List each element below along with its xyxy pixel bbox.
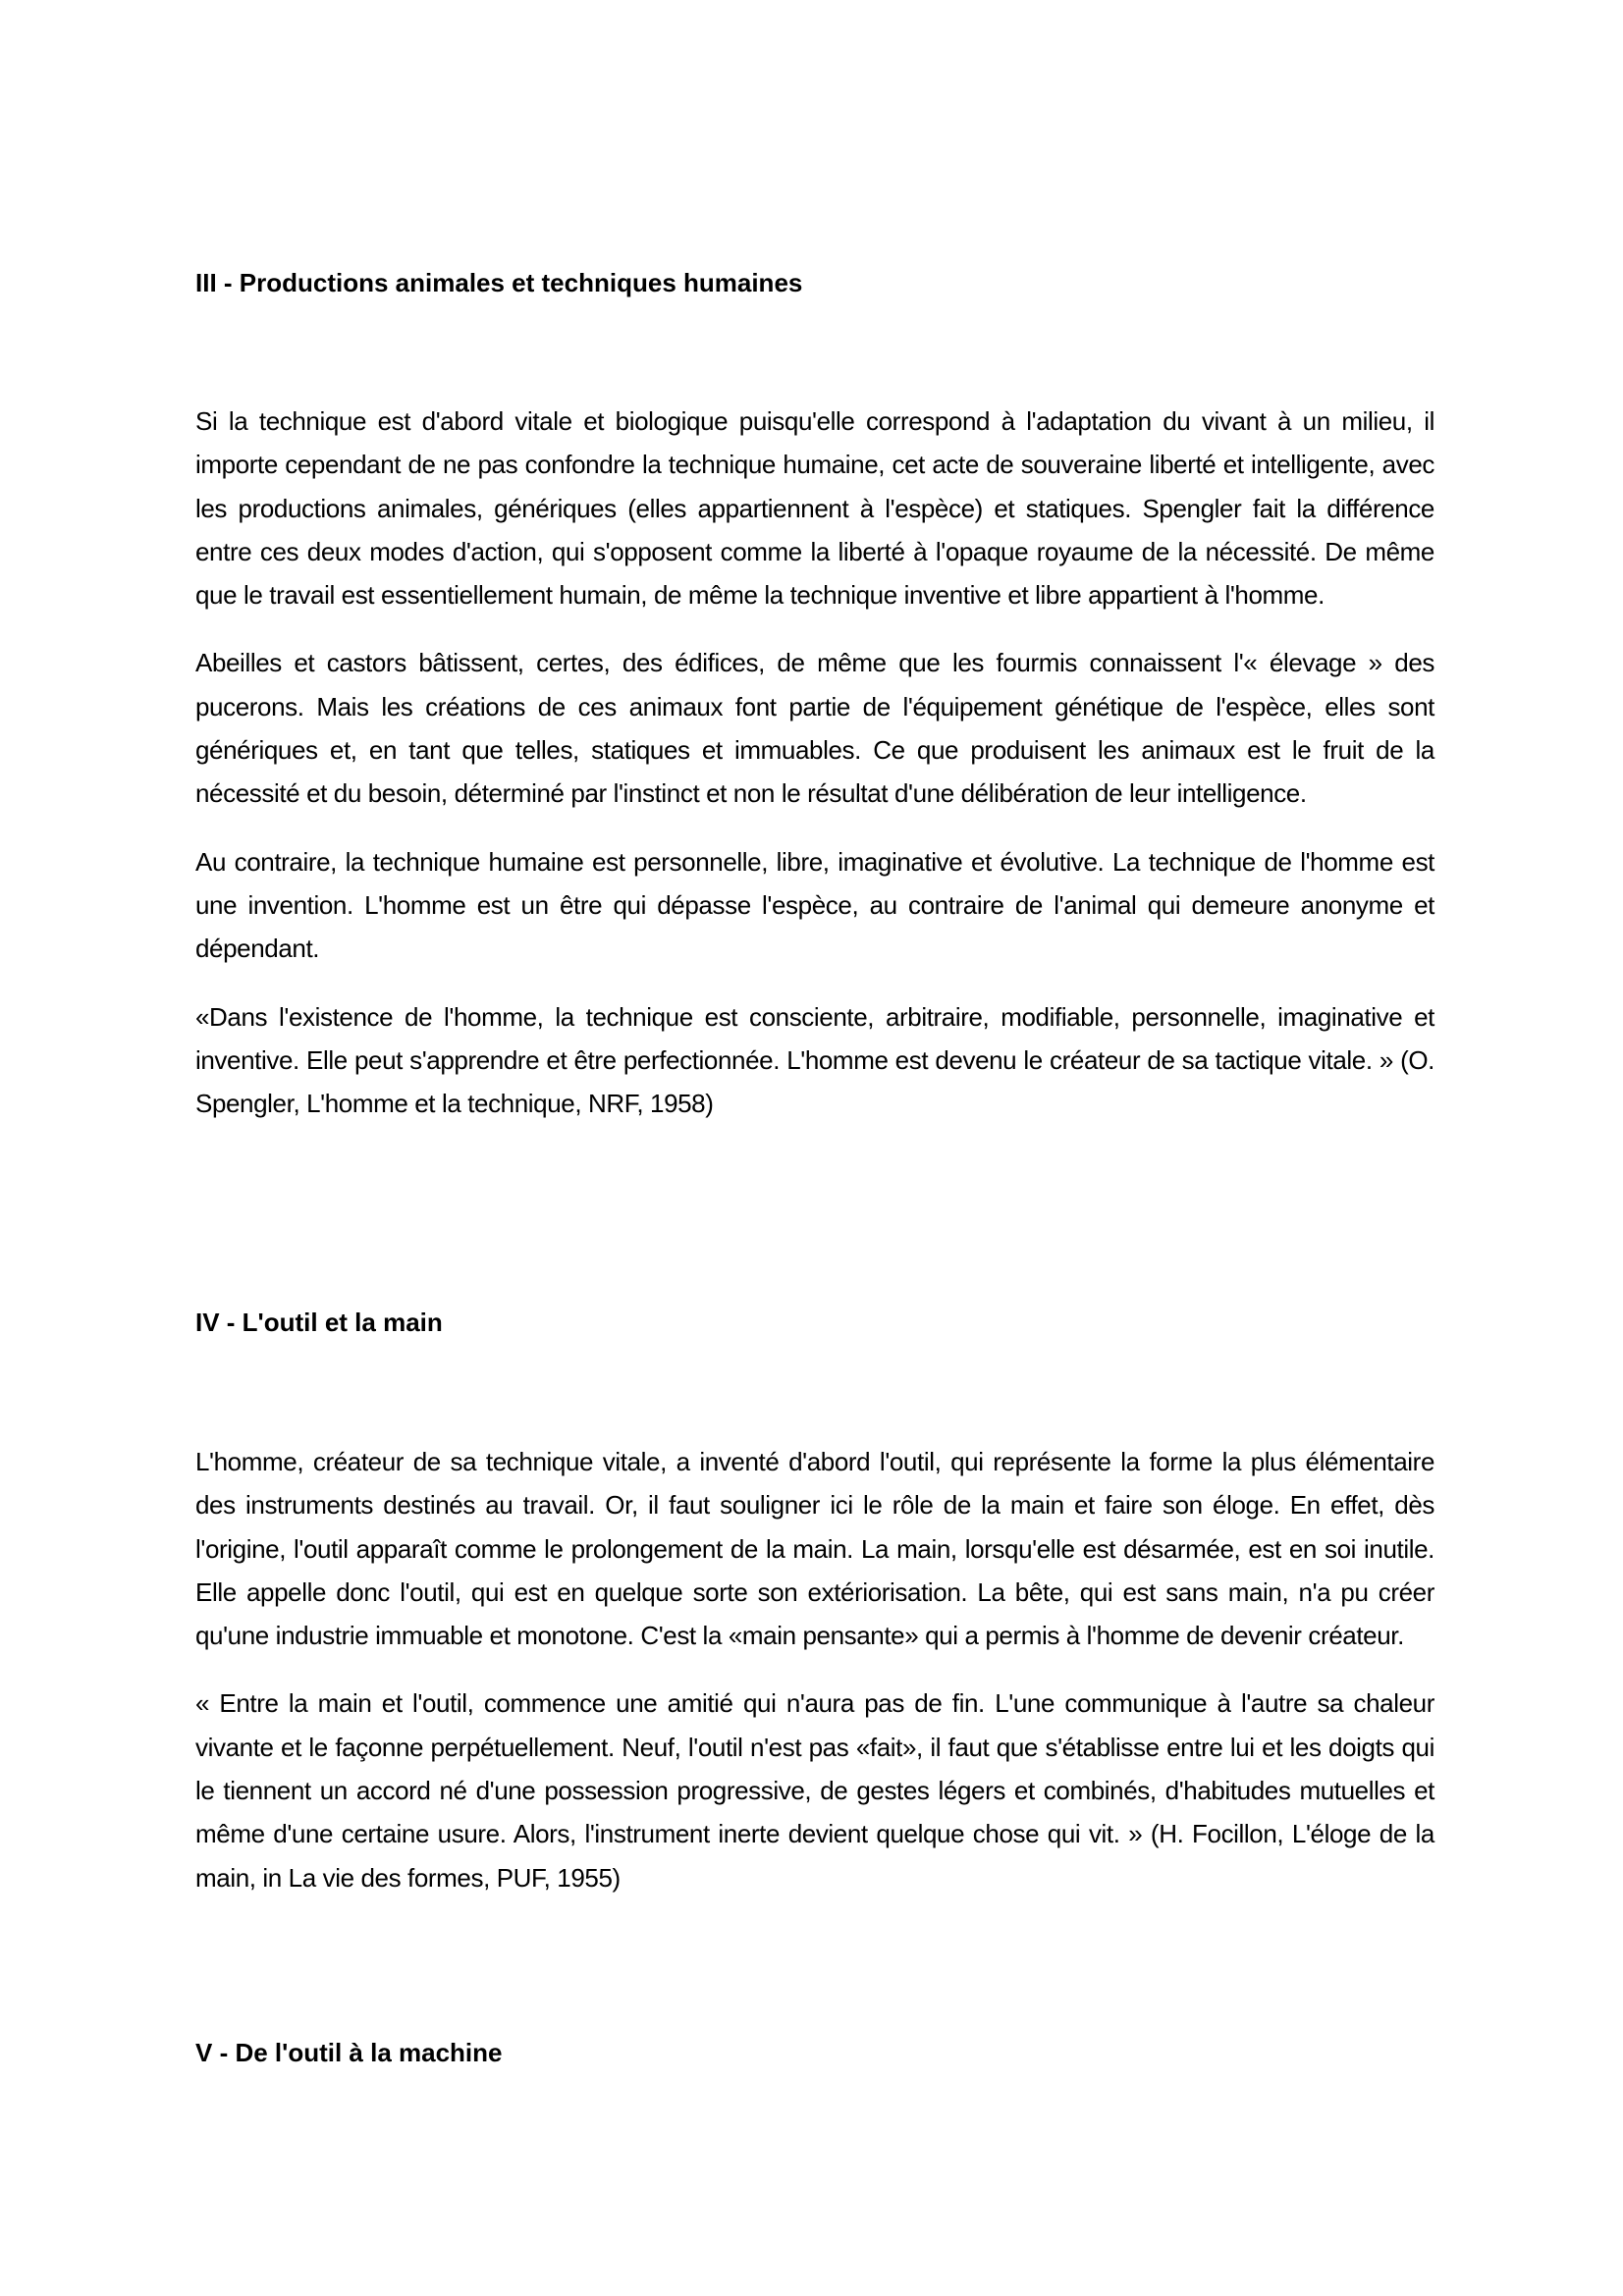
section-body-iii [195,400,1434,1149]
section-body-iv [195,1440,1434,1924]
quote-paragraph: «Dans l'existence de l'homme, la technique est consciente, arbitraire, modifiable, personnelle, imaginative et inventive. Elle peut s'apprendre et être perfectionnée. L'homme est devenu le créateur de sa tactique vitale. » (O. Spengler, L'homme et la technique, NRF, 1958) [195,1001,1434,1119]
quote-paragraph: « Entre la main et l'outil, commence une amitié qui n'aura pas de fin. L'une communique à l'autre sa chaleur vivante et le façonne perpétuellement. Neuf, l'outil n'est pas «fait», il faut que s'établisse entre lui et les doigts qui le tiennent un accord né d'une possession progressive, de gestes légers et combinés, d'habitudes mutuelles et même d'une certaine usure. Alors, l'instrument inerte devient quelque chose qui vit. » (H. Focillon, L'éloge de la main, in La vie des formes, PUF, 1955) [195,1688,1434,1893]
paragraph: L'homme, créateur de sa technique vitale, a inventé d'abord l'outil, qui représente la forme la plus élémentaire des instruments destinés au travail. Or, il faut souligner ici le rôle de la main et faire son éloge. En effet, dès l'origine, l'outil apparaît comme le prolongement de la main. La main, lorsqu'elle est désarmée, est en soi inutile. Elle appelle donc l'outil, qui est en quelque sorte son extériorisation. La bête, qui est sans main, n'a pu créer qu'une industrie immuable et monotone. C'est la «main pensante» qui a permis à l'homme de devenir créateur. [195,1447,1434,1651]
section-heading-v: V - De l'outil à la machine [195,2038,503,2067]
paragraph: Si la technique est d'abord vitale et biologique puisqu'elle correspond à l'adaptation du vivant à un milieu, il importe cependant de ne pas confondre la technique humaine, cet acte de souveraine liberté et intelligente, avec les productions animales, génériques (elles appartiennent à l'espèce) et statiques. Spengler fait la différence entre ces deux modes d'action, qui s'opposent comme la liberté à l'opaque royaume de la nécessité. De même que le travail est essentiellement humain, de même la technique inventive et libre appartient à l'homme. [195,406,1434,611]
paragraph: Au contraire, la technique humaine est personnelle, libre, imaginative et évolutive. La technique de l'homme est une invention. L'homme est un être qui dépasse l'espèce, au contraire de l'animal qui demeure anonyme et dépendant. [195,846,1434,964]
section-heading-iv: IV - L'outil et la main [195,1308,443,1337]
paragraph: Abeilles et castors bâtissent, certes, des édifices, de même que les fourmis connaissent l'« élevage » des pucerons. Mais les créations de ces animaux font partie de l'équipement génétique de l'espèce, elles sont génériques et, en tant que telles, statiques et immuables. Ce que produisent les animaux est le fruit de la nécessité et du besoin, déterminé par l'instinct et non le résultat d'une délibération de leur intelligence. [195,648,1434,809]
section-heading-iii: III - Productions animales et techniques humaines [195,268,803,297]
